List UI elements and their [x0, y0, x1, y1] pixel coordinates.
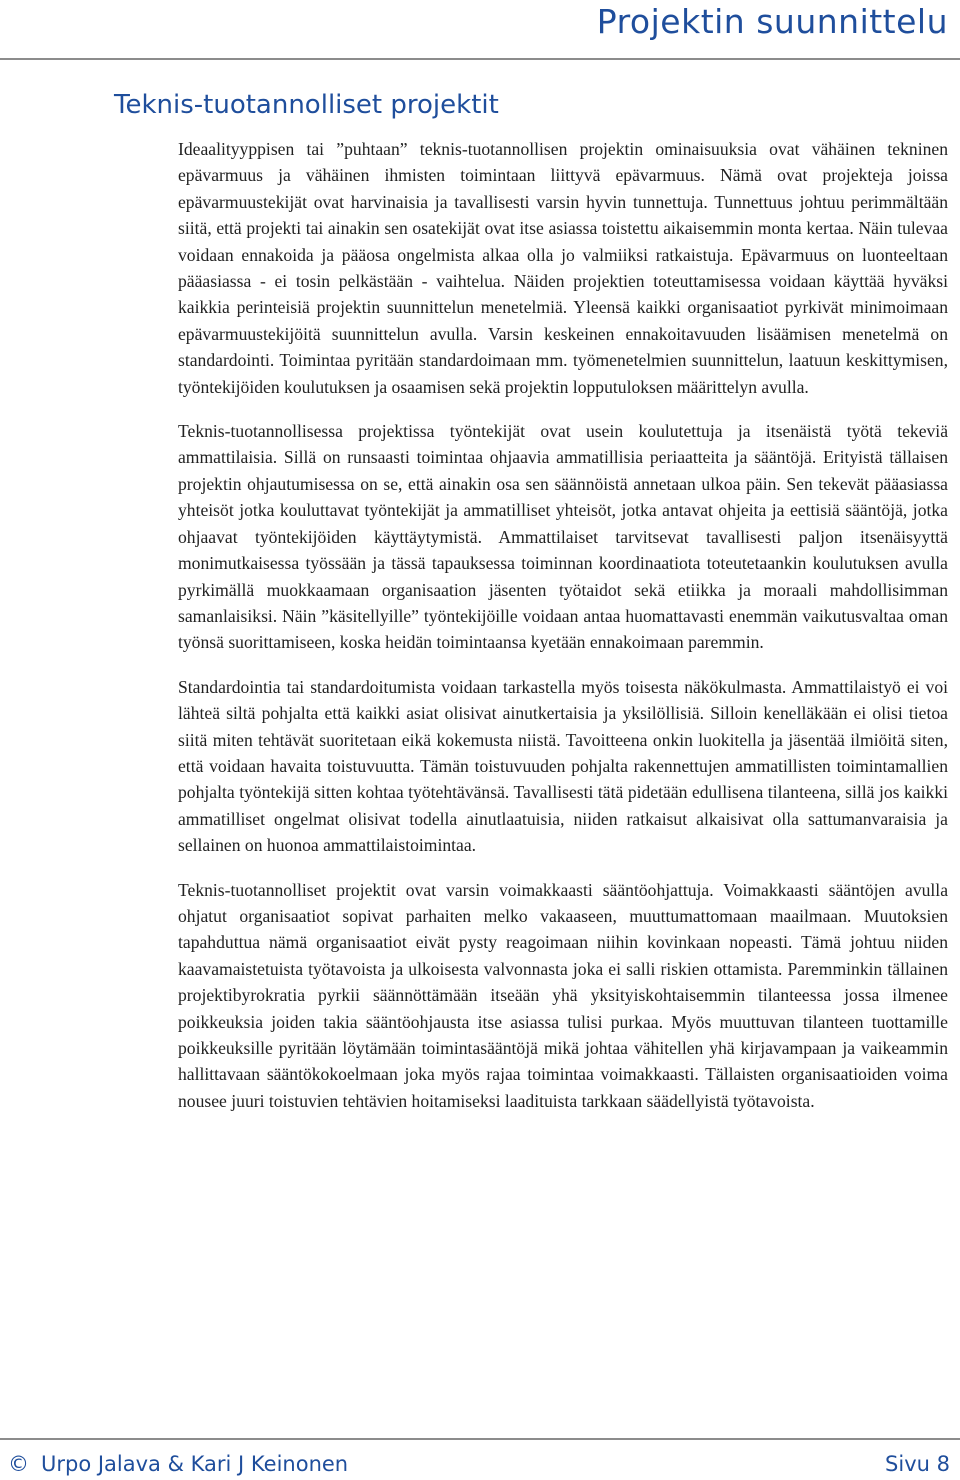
- page-header: [0, 0, 960, 62]
- footer-divider: [0, 1438, 960, 1440]
- paragraph-3: Standardointia tai standardoitumista voidaan tarkastella myös toisesta näkökulmasta. Ammattilaistyö ei voi lähteä siltä pohjalta että kaikki asiat olisivat ainutkertaisia ja yksilöllisiä. Silloin kenelläkään ei olisi tietoa siitä miten tehtävät suoritetaan eikä kokemusta niistä. Tavoitteena onkin luokitella ja jäsentää ilmiöitä siten, että voidaan havaita toistuvuutta. Tämän toistuvuuden pohjalta rakennettujen ammatillisten toimintamallien pohjalta työntekijä sitten kohtaa työtehtävänsä. Tavallisesti tätä pidetään edullisena tilanteena, sillä jos kaikki ammatilliset ongelmat olisivat todella ainutlaatuisia, niiden ratkaisut alkaisivat olla sattumanvaraisia ja sellainen on huonoa ammattilaistoimintaa.: [178, 676, 948, 856]
- paragraph-1: Ideaalityyppisen tai ”puhtaan” teknis-tuotannollisen projektin ominaisuuksia ovat vähäinen tekninen epävarmuus ja vähäinen ihmisten toimintaan liittyvä epävarmuus. Nämä ovat projekteja joissa epävarmuustekijät ovat harvinaisia ja tavallisesti varsin hyvin tunnettuja. Tunnettuus johtuu perimmältään siitä, että projekti tai ainakin sen osatekijät ovat itse asiassa toistettu aikaisemmin monta kertaa. Näin tulevaa voidaan ennakoida ja pääosa ongelmista alkaa olla jo valmiiksi ratkaistuja. Epävarmuus on luonteeltaan pääasiassa - ei tosin pelkästään - vaihtelua. Näiden projektien toteuttamisessa voidaan käyttää hyväksi kaikkia perinteisiä projektin suunnittelun menetelmiä. Yleensä kaikki organisaatiot pyrkivät minimoimaan epävarmuustekijöitä suunnittelun avulla. Varsin keskeinen ennakoitavuuden lisäämisen menetelmä on standardointi. Toimintaa pyritään standardoimaan mm. työmenetelmien suunnittelun, laatuun keskittymisen, työntekijöiden koulutuksen ja osaamisen sekä projektin lopputuloksen määrittelyn avulla.: [178, 139, 948, 397]
- section-heading: Teknis-tuotannolliset projektit: [114, 90, 499, 120]
- page-footer: [0, 1438, 960, 1480]
- body-text: [178, 136, 948, 1132]
- paragraph-2: Teknis-tuotannollisessa projektissa työntekijät ovat usein koulutettuja ja itsenäistä työtä tekeviä ammattilaisia. Sillä on runsaasti toimintaa ohjaavia ammatillisia periaatteita ja sääntöjä. Erityistä tällaisen projektin ohjautumisessa on se, että ainakin osa sen säännöistä annetaan ulkoa päin. Sen tekevät pääasiassa yhteisöt jotka kouluttavat työntekijät ja ammatilliset yhteisöt, jotka antavat ohjeita ja eettisiä sääntöjä, jotka ohjaavat työntekijöiden käyttäytymistä. Ammattilaiset tarvitsevat tavallisesti paljon itsenäisyyttä monimutkaisessa työssään ja tässä tapauksessa toiminnan koordinaatiota toteutetaankin koulutuksen avulla pyrkimällä muokkaamaan organisaation jäsenten työtaidot sekä etiikka ja moraali mahdollisimman samanlaisiksi. Näin ”käsitellyille” työntekijöille voidaan antaa huomattavasti enemmän vaikutusvaltaa oman työnsä suorittamiseen, koska heidän toimintaansa kyetään ennakoimaan paremmin.: [178, 421, 948, 653]
- footer-authors-block: [8, 1452, 348, 1476]
- footer-authors: Urpo Jalava & Kari J Keinonen: [41, 1452, 349, 1476]
- header-title: Projektin suunnittelu: [596, 2, 948, 41]
- paragraph-4: Teknis-tuotannolliset projektit ovat varsin voimakkaasti sääntöohjattuja. Voimakkaasti sääntöjen avulla ohjatut organisaatiot sopivat parhaiten melko vakaaseen, muuttumattomaan maailmaan. Muutoksien tapahduttua nämä organisaatiot eivät pysty reagoimaan niihin kovinkaan nopeasti. Tämä johtuu niiden kaavamaistetuista työtavoista ja ulkoisesta valvonnasta joka ei salli riskien ottamista. Paremminkin tällainen projektibyrokratia pyrkii säännöttämään itseään yhä yksityiskohtaisemmin tilanteessa jossa ilmenee poikkeuksia joiden takia sääntöohjausta itse asiassa tulisi purkaa. Myös muuttuvan tilanteen tuottamille poikkeuksille pyritään löytämään toimintasääntöjä mikä johtaa vähitellen yhä kirjavampaan ja vaikeammin hallittavaan sääntökokoelmaan joka myös rajaa toimintaa voimakkaasti. Tällaisten organisaatioiden voima nousee juuri toistuvien tehtävien hoitamiseksi laadituista tarkkaan säädellyistä työtavoista.: [178, 879, 948, 1111]
- page-number: Sivu 8: [885, 1452, 950, 1476]
- header-divider: [0, 58, 960, 60]
- copyright-icon: ©: [8, 1452, 29, 1476]
